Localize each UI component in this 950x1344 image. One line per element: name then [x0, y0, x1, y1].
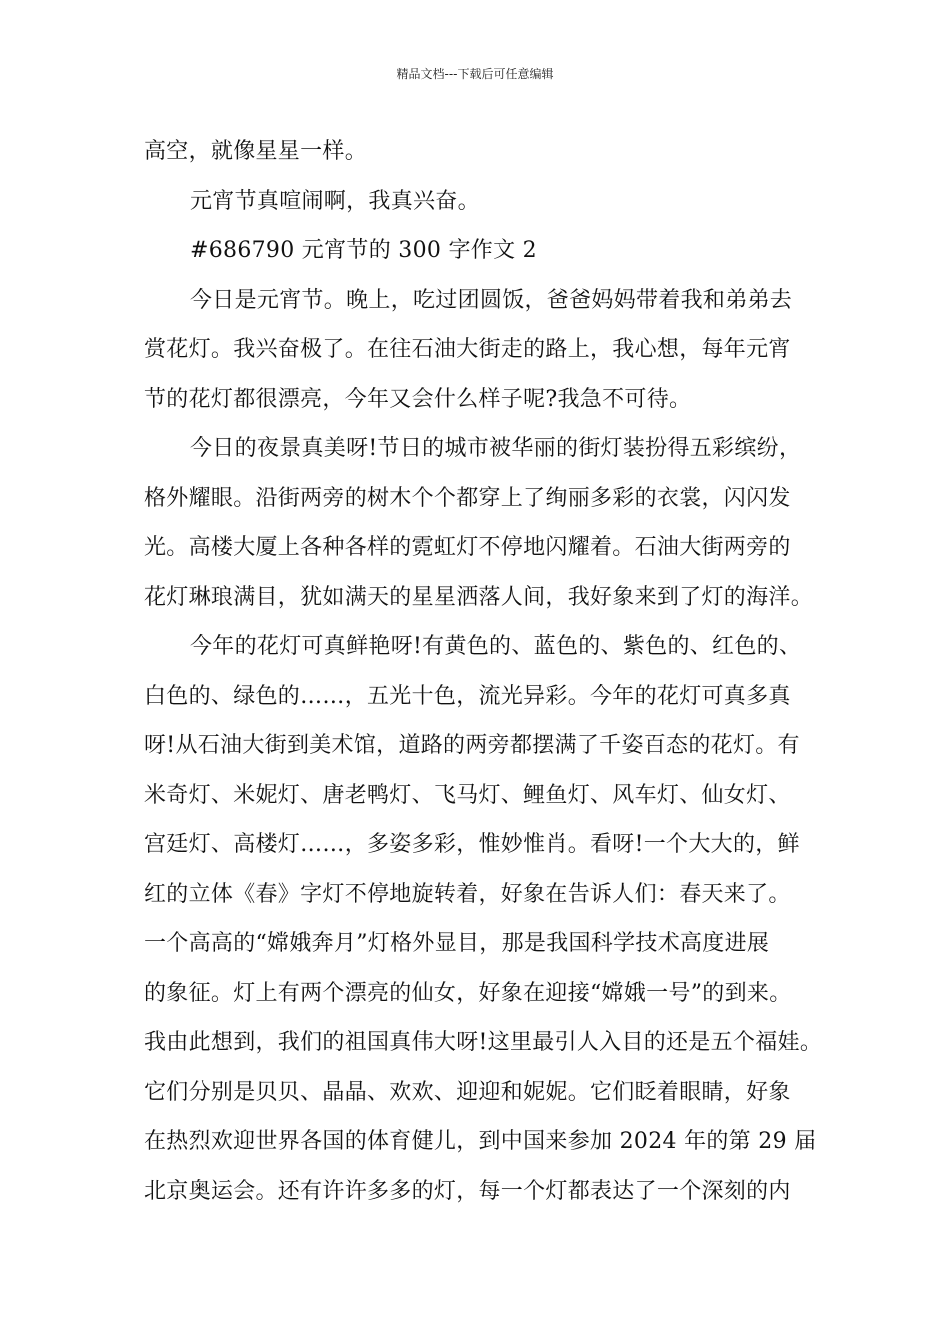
- text-line: 红的立体《春》字灯不停地旋转着，好象在告诉人们：春天来了。: [144, 881, 791, 907]
- text-line: 光。高楼大厦上各种各样的霓虹灯不停地闪耀着。石油大街两旁的: [144, 535, 791, 560]
- section-heading: #686790 元宵节的 300 字作文 2: [190, 238, 537, 263]
- text-line: 一个高高的“嫦娥奔月”灯格外显目，那是我国科学技术高度进展: [144, 931, 770, 956]
- text-line: 宫廷灯、高楼灯……，多姿多彩，惟妙惟肖。看呀!一个大大的，鲜: [144, 832, 800, 857]
- text-line: 格外耀眼。沿街两旁的树木个个都穿上了绚丽多彩的衣裳，闪闪发: [144, 485, 791, 511]
- text-line: 节的花灯都很漂亮，今年又会什么样子呢?我急不可待。: [144, 386, 692, 412]
- text-line: 它们分别是贝贝、晶晶、欢欢、迎迎和妮妮。它们眨着眼睛，好象: [144, 1079, 791, 1105]
- text-line: 今日是元宵节。晚上，吃过团圆饭，爸爸妈妈带着我和弟弟去: [190, 287, 793, 313]
- text-line: 今日的夜景真美呀!节日的城市被华丽的街灯装扮得五彩缤纷，: [190, 436, 802, 461]
- text-line: 呀!从石油大街到美术馆，道路的两旁都摆满了千姿百态的花灯。有: [144, 733, 800, 758]
- text-line: 高空，就像星星一样。: [144, 139, 368, 164]
- text-line: 元宵节真喧闹啊，我真兴奋。: [190, 188, 480, 214]
- text-line: 今年的花灯可真鲜艳呀!有黄色的、蓝色的、紫色的、红色的、: [190, 634, 802, 659]
- text-line: 在热烈欢迎世界各国的体育健儿，到中国来参加 2024 年的第 29 届: [144, 1129, 817, 1154]
- text-line: 白色的、绿色的……，五光十色，流光异彩。今年的花灯可真多真: [144, 683, 791, 709]
- page-header: 精品文档---下载后可任意编辑: [396, 67, 554, 81]
- text-line: 北京奥运会。还有许许多多的灯，每一个灯都表达了一个深刻的内: [144, 1178, 791, 1204]
- text-line: 米奇灯、米妮灯、唐老鸭灯、飞马灯、鲤鱼灯、风车灯、仙女灯、: [144, 782, 791, 808]
- text-line: 的象征。灯上有两个漂亮的仙女，好象在迎接“嫦娥一号”的到来。: [144, 980, 792, 1006]
- text-line: 花灯琳琅满目，犹如满天的星星洒落人间，我好象来到了灯的海洋。: [144, 584, 814, 610]
- text-line: 我由此想到，我们的祖国真伟大呀!这里最引人入目的还是五个福娃。: [144, 1030, 823, 1055]
- text-line: 赏花灯。我兴奋极了。在往石油大街走的路上，我心想，每年元宵: [144, 337, 791, 362]
- document-body: [144, 132, 823, 1221]
